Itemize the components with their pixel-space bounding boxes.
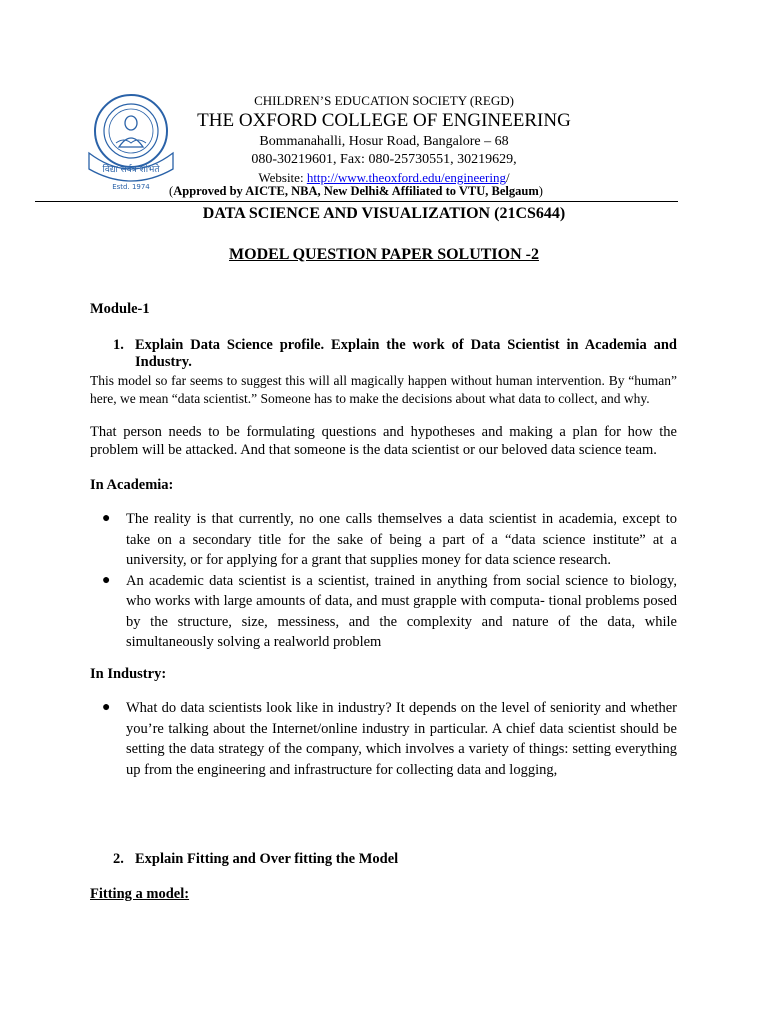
bullet-icon: ● (102, 511, 111, 526)
industry-bullet-list (90, 698, 677, 780)
question-text: Explain Fitting and Over fitting the Model (135, 851, 399, 867)
website-suffix: / (505, 170, 510, 185)
bullet-text: An academic data scientist is a scientist, trained in anything from social science to biology, who works with large amounts of data, and must grapple with computa- tional problems posed by the structure, size, messiness, and the complexity and nature of the data, while simultaneously solving a realworld problem (126, 572, 677, 650)
bullet-icon: ● (102, 700, 111, 715)
paper-title: MODEL QUESTION PAPER SOLUTION -2 (229, 246, 539, 263)
answer-paragraph: That person needs to be formulating questions and hypotheses and making a plan for how the problem will be attacked. And that someone is the data scientist or our beloved data science team. (90, 424, 677, 458)
list-item (90, 571, 677, 653)
logo-year: Estd. 1974 (112, 183, 150, 191)
section-heading-academia: In Academia: (90, 477, 174, 493)
bullet-text: The reality is that currently, no one calls themselves a data scientist in academia, except to take on a secondary title for the sake of being a part of a “data science institute” at a university, or for applying for a grant that supplies money for data science research. (126, 511, 677, 568)
list-item (90, 698, 677, 780)
college-phone: 080-30219601, Fax: 080-25730551, 30219629, (251, 152, 517, 167)
college-address: Bommanahalli, Hosur Road, Bangalore – 68 (259, 134, 509, 149)
logo-motto: विद्या सर्वत्र शोभते (102, 165, 160, 175)
section-heading-fitting: Fitting a model: (90, 886, 190, 902)
section-heading-industry: In Industry: (90, 666, 167, 682)
module-heading: Module-1 (90, 301, 150, 317)
question-number: 2. (113, 851, 124, 867)
approval-note: (Approved by AICTE, NBA, New Delhi& Affiliated to VTU, Belgaum) (169, 184, 543, 198)
question-number: 1. (113, 337, 124, 353)
answer-paragraph: This model so far seems to suggest this will all magically happen without human intervention. By “human” here, we mean “data scientist.” Someone has to make the decisions about what data to collect, and why. (90, 373, 677, 406)
website-link[interactable]: http://www.theoxford.edu/engineering (306, 170, 506, 185)
approval-text: Approved by AICTE, NBA, New Delhi& Affiliated to VTU, Belgaum (173, 184, 539, 198)
bullet-text: What do data scientists look like in industry? It depends on the level of seniority and whether you’re talking about the Internet/online industry in particular. A chief data scientist should be setting the data strategy of the company, which involves a variety of things: setting everything up from the engineering and infrastructure for collecting data and logging, (126, 700, 677, 778)
list-item (90, 509, 677, 571)
website-label: Website: (258, 170, 307, 185)
question-text: Explain Data Science profile. Explain the work of Data Scientist in Academia and Industry. (135, 337, 677, 370)
bullet-icon: ● (102, 572, 111, 588)
academia-bullet-list (90, 509, 677, 653)
college-name: THE OXFORD COLLEGE OF ENGINEERING (197, 110, 571, 131)
college-logo (86, 93, 176, 193)
header-divider (35, 201, 678, 202)
society-name: CHILDREN’S EDUCATION SOCIETY (REGD) (254, 93, 514, 108)
subject-title: DATA SCIENCE AND VISUALIZATION (21CS644) (202, 205, 566, 222)
